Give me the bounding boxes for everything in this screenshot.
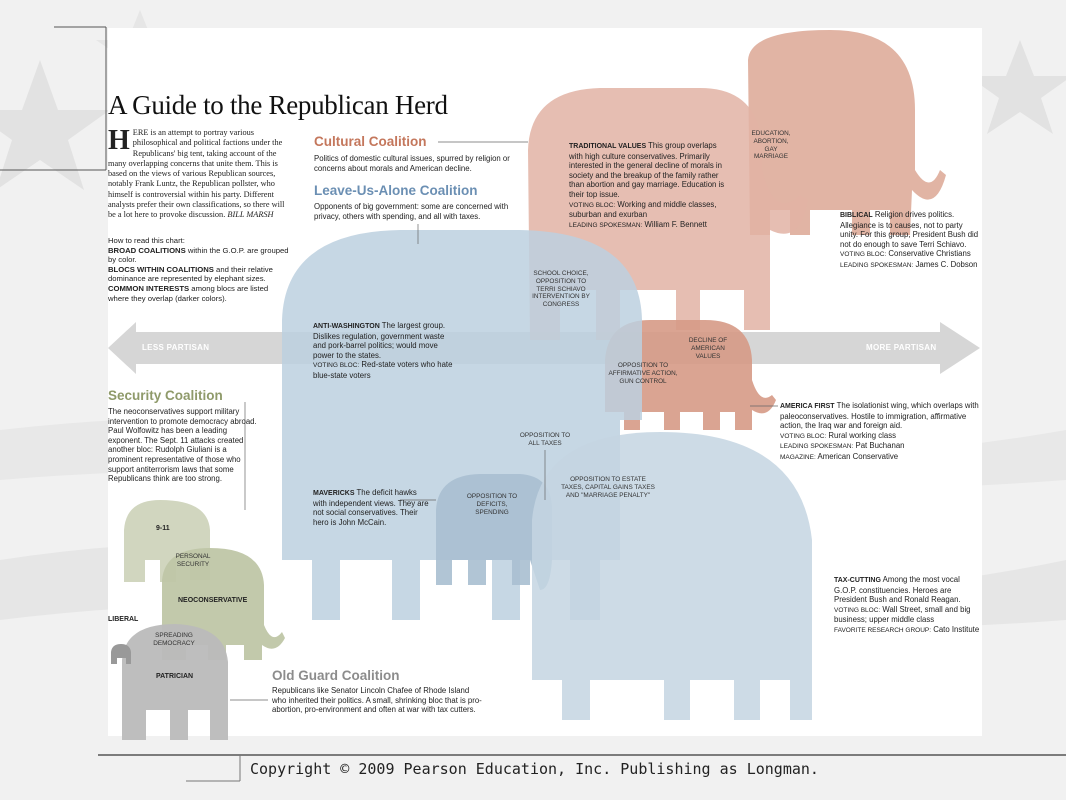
how-to-line: COMMON INTERESTS among blocs are listed where they overlap (darker colors). [108, 283, 269, 303]
how-to-line: BLOCS WITHIN COALITIONS and their relative dominance are represented by elephant sizes. [108, 264, 273, 284]
copyright-footer: Copyright © 2009 Pearson Education, Inc. Publishing as Longman. [250, 760, 819, 778]
how-to-line: BROAD COALITIONS within the G.O.P. are grouped by color. [108, 245, 289, 265]
more-partisan-label: MORE PARTISAN [866, 343, 937, 352]
overlap-education: EDUCATION, ABORTION, GAY MARRIAGE [751, 130, 791, 161]
leave-us-alone-text: Opponents of big government: some are concerned with privacy, others with spending, and all with taxes. [314, 202, 509, 221]
leave-us-alone-heading: Leave-Us-Alone Coalition [314, 183, 478, 198]
bloc-biblical: BIBLICAL Religion drives politics. Allegiance is to causes, not to party unity. For this group, President Bush did not do enough to save Terri Schiavo. VOTING BLOC: Conservative Christians LEADING SPOKESMAN: James C. Dobson [840, 210, 979, 269]
security-coalition-heading: Security Coalition [108, 388, 223, 403]
overlap-all-taxes: OPPOSITION TO ALL TAXES [519, 432, 571, 447]
page-title: A Guide to the Republican Herd [108, 90, 448, 120]
label-spreading-democracy: SPREADING DEMOCRACY [153, 632, 195, 647]
intro-byline: BILL MARSH [227, 210, 274, 220]
cultural-coalition-text: Politics of domestic cultural issues, spurred by religion or concerns about morals and American decline. [314, 154, 510, 173]
intro-body: ERE is an attempt to portray various philosophical and political factions under the Republicans' big tent, taking account of the many overlapping concerns that unite them. This is based on the views of various Republican sources, notably Frank Luntz, the Republican pollster, who himself is controversial within his party. Different analysts prefer their own classifications, so there will be a lot here to provoke discussion. [108, 128, 285, 220]
bloc-anti-washington: ANTI-WASHINGTON The largest group. Dislikes regulation, government waste and pork-barrel politics; would move power to the states. VOTING BLOC: Red-state voters who hate blue-state voters [313, 321, 453, 380]
less-partisan-label: LESS PARTISAN [142, 343, 210, 352]
overlap-deficits: OPPOSITION TO DEFICITS, SPENDING [466, 493, 518, 516]
overlap-decline: DECLINE OF AMERICAN VALUES [688, 337, 728, 360]
overlap-estate-taxes: OPPOSITION TO ESTATE TAXES, CAPITAL GAINS TAXES AND "MARRIAGE PENALTY" [561, 476, 655, 499]
cultural-coalition-heading: Cultural Coalition [314, 134, 427, 149]
bloc-america-first: AMERICA FIRST The isolationist wing, which overlaps with paleoconservatives. Hostile to immigration, affirmative action, the Iraq war and foreign aid. VOTING BLOC: Rural working class LEADING SPOKESMAN: Pat Buchanan MAGAZINE: American Conservative [780, 401, 979, 461]
overlap-affirmative-action: OPPOSITION TO AFFIRMATIVE ACTION, GUN CONTROL [608, 362, 678, 385]
label-patrician: PATRICIAN [156, 673, 194, 680]
label-neoconservative: NEOCONSERVATIVE [178, 597, 248, 604]
security-coalition-text: The neoconservatives support military intervention to promote democracy abroad. Paul Wolfowitz has been a leading exponent. The Sept. 11 attacks created another bloc: Rudolph Giuliani is a prominent representative of those who support antiterrorism laws that some Republicans think are too strong. [108, 407, 257, 484]
intro-dropcap: H [108, 125, 130, 156]
bloc-tax-cutting: TAX-CUTTING Among the most vocal G.O.P. constituencies. Heroes are President Bush and Ronald Reagan. VOTING BLOC: Wall Street, small and big business; upper middle class FAVORITE RESEARCH GROUP: Cato Institute [834, 575, 980, 634]
old-guard-text: Republicans like Senator Lincoln Chafee of Rhode Island who inherited their politics. A small, shrinking bloc that is pro-abortion, pro-environment and often at war with tax cutters. [272, 686, 482, 715]
bloc-mavericks: MAVERICKS The deficit hawks with independent views. They are not social conservatives. Their hero is John McCain. [313, 488, 429, 527]
label-personal-security: PERSONAL SECURITY [175, 553, 211, 568]
label-liberal: LIBERAL [108, 616, 139, 623]
bloc-traditional-values: TRADITIONAL VALUES This group overlaps with high culture conservatives. Primarily interested in the general decline of morals in society and the breakup of the family rather than abortion and gay marriage. Education is their top issue. VOTING BLOC: Working and middle classes, suburban and exurban LEADING SPOKESMAN: William F. Bennett [569, 141, 725, 229]
overlap-school-choice: SCHOOL CHOICE, OPPOSITION TO TERRI SCHIAVO INTERVENTION BY CONGRESS [532, 270, 590, 309]
elephant-liberal [111, 644, 131, 664]
label-nine-eleven: 9-11 [156, 525, 170, 532]
intro-text [108, 125, 290, 221]
how-to-read [108, 236, 290, 303]
old-guard-heading: Old Guard Coalition [272, 668, 400, 683]
how-to-heading: How to read this chart: [108, 236, 185, 245]
